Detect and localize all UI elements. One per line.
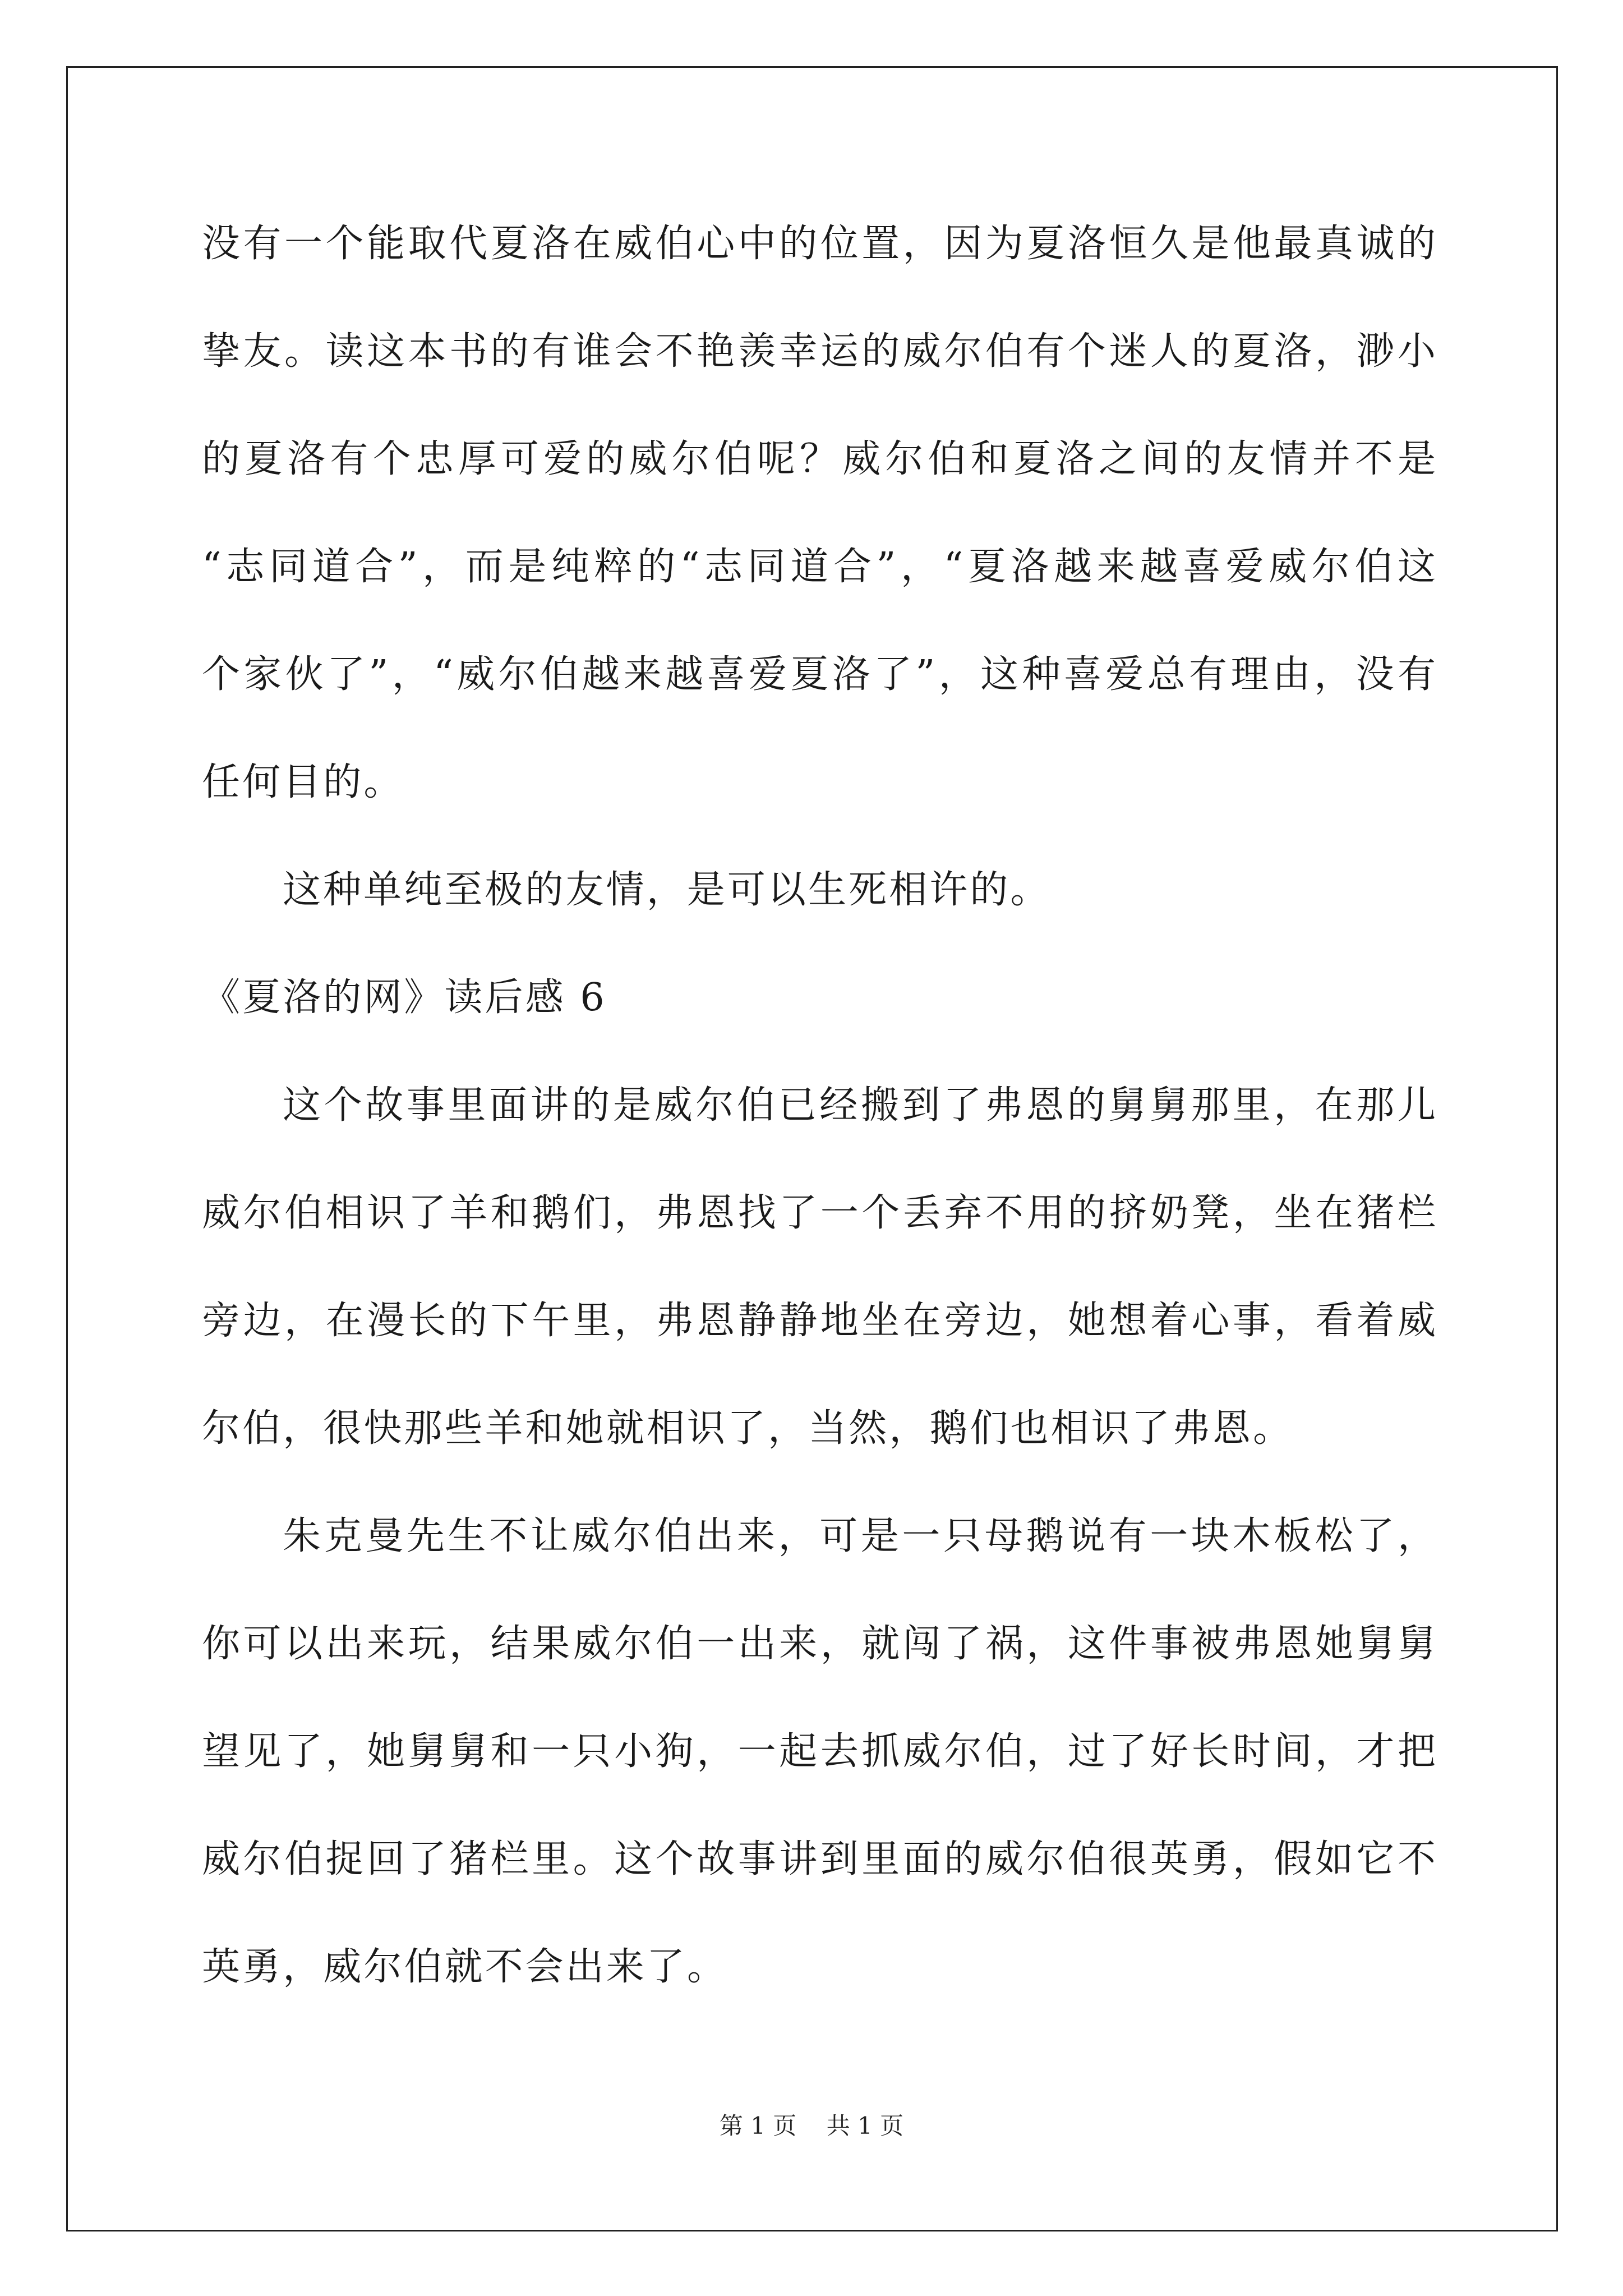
text-line: 你可以出来玩，结果威尔伯一出来，就闯了祸，这件事被弗恩她舅舅 (202, 1622, 1436, 1666)
text-line: 威尔伯捉回了猪栏里。这个故事讲到里面的威尔伯很英勇，假如它不 (202, 1837, 1436, 1881)
text-line: 挚友。读这本书的有谁会不艳羡幸运的威尔伯有个迷人的夏洛，渺小 (202, 329, 1436, 374)
text-line: 没有一个能取代夏洛在威伯心中的位置，因为夏洛恒久是他最真诚的 (202, 222, 1436, 266)
section-heading: 《夏洛的网》读后感 6 (202, 976, 607, 1020)
page-number: 第 1 页 (719, 2112, 797, 2139)
text-line: 任何目的。 (202, 760, 404, 804)
text-line: 英勇，威尔伯就不会出来了。 (202, 1945, 728, 1989)
text-line: 这种单纯至极的友情，是可以生死相许的。 (283, 868, 1051, 912)
text-line: 威尔伯相识了羊和鹅们，弗恩找了一个丢弃不用的挤奶凳，坐在猪栏 (202, 1191, 1436, 1235)
text-line: 这个故事里面讲的是威尔伯已经搬到了弗恩的舅舅那里，在那儿 (283, 1083, 1436, 1128)
text-line: “志同道合”，而是纯粹的“志同道合”，“夏洛越来越喜爱威尔伯这 (202, 545, 1436, 589)
text-line: 尔伯，很快那些羊和她就相识了，当然，鹅们也相识了弗恩。 (202, 1406, 1294, 1451)
text-line: 旁边，在漫长的下午里，弗恩静静地坐在旁边，她想着心事，看着威 (202, 1299, 1436, 1343)
document-body (202, 210, 1436, 2041)
text-line: 望见了，她舅舅和一只小狗，一起去抓威尔伯，过了好长时间，才把 (202, 1729, 1436, 1774)
page-total: 共 1 页 (826, 2112, 904, 2139)
text-line: 朱克曼先生不让威尔伯出来，可是一只母鹅说有一块木板松了， (283, 1514, 1436, 1558)
page-footer (0, 2109, 1623, 2143)
text-line: 的夏洛有个忠厚可爱的威尔伯呢？威尔伯和夏洛之间的友情并不是 (202, 437, 1436, 481)
text-line: 个家伙了”，“威尔伯越来越喜爱夏洛了”，这种喜爱总有理由，没有 (202, 652, 1436, 697)
